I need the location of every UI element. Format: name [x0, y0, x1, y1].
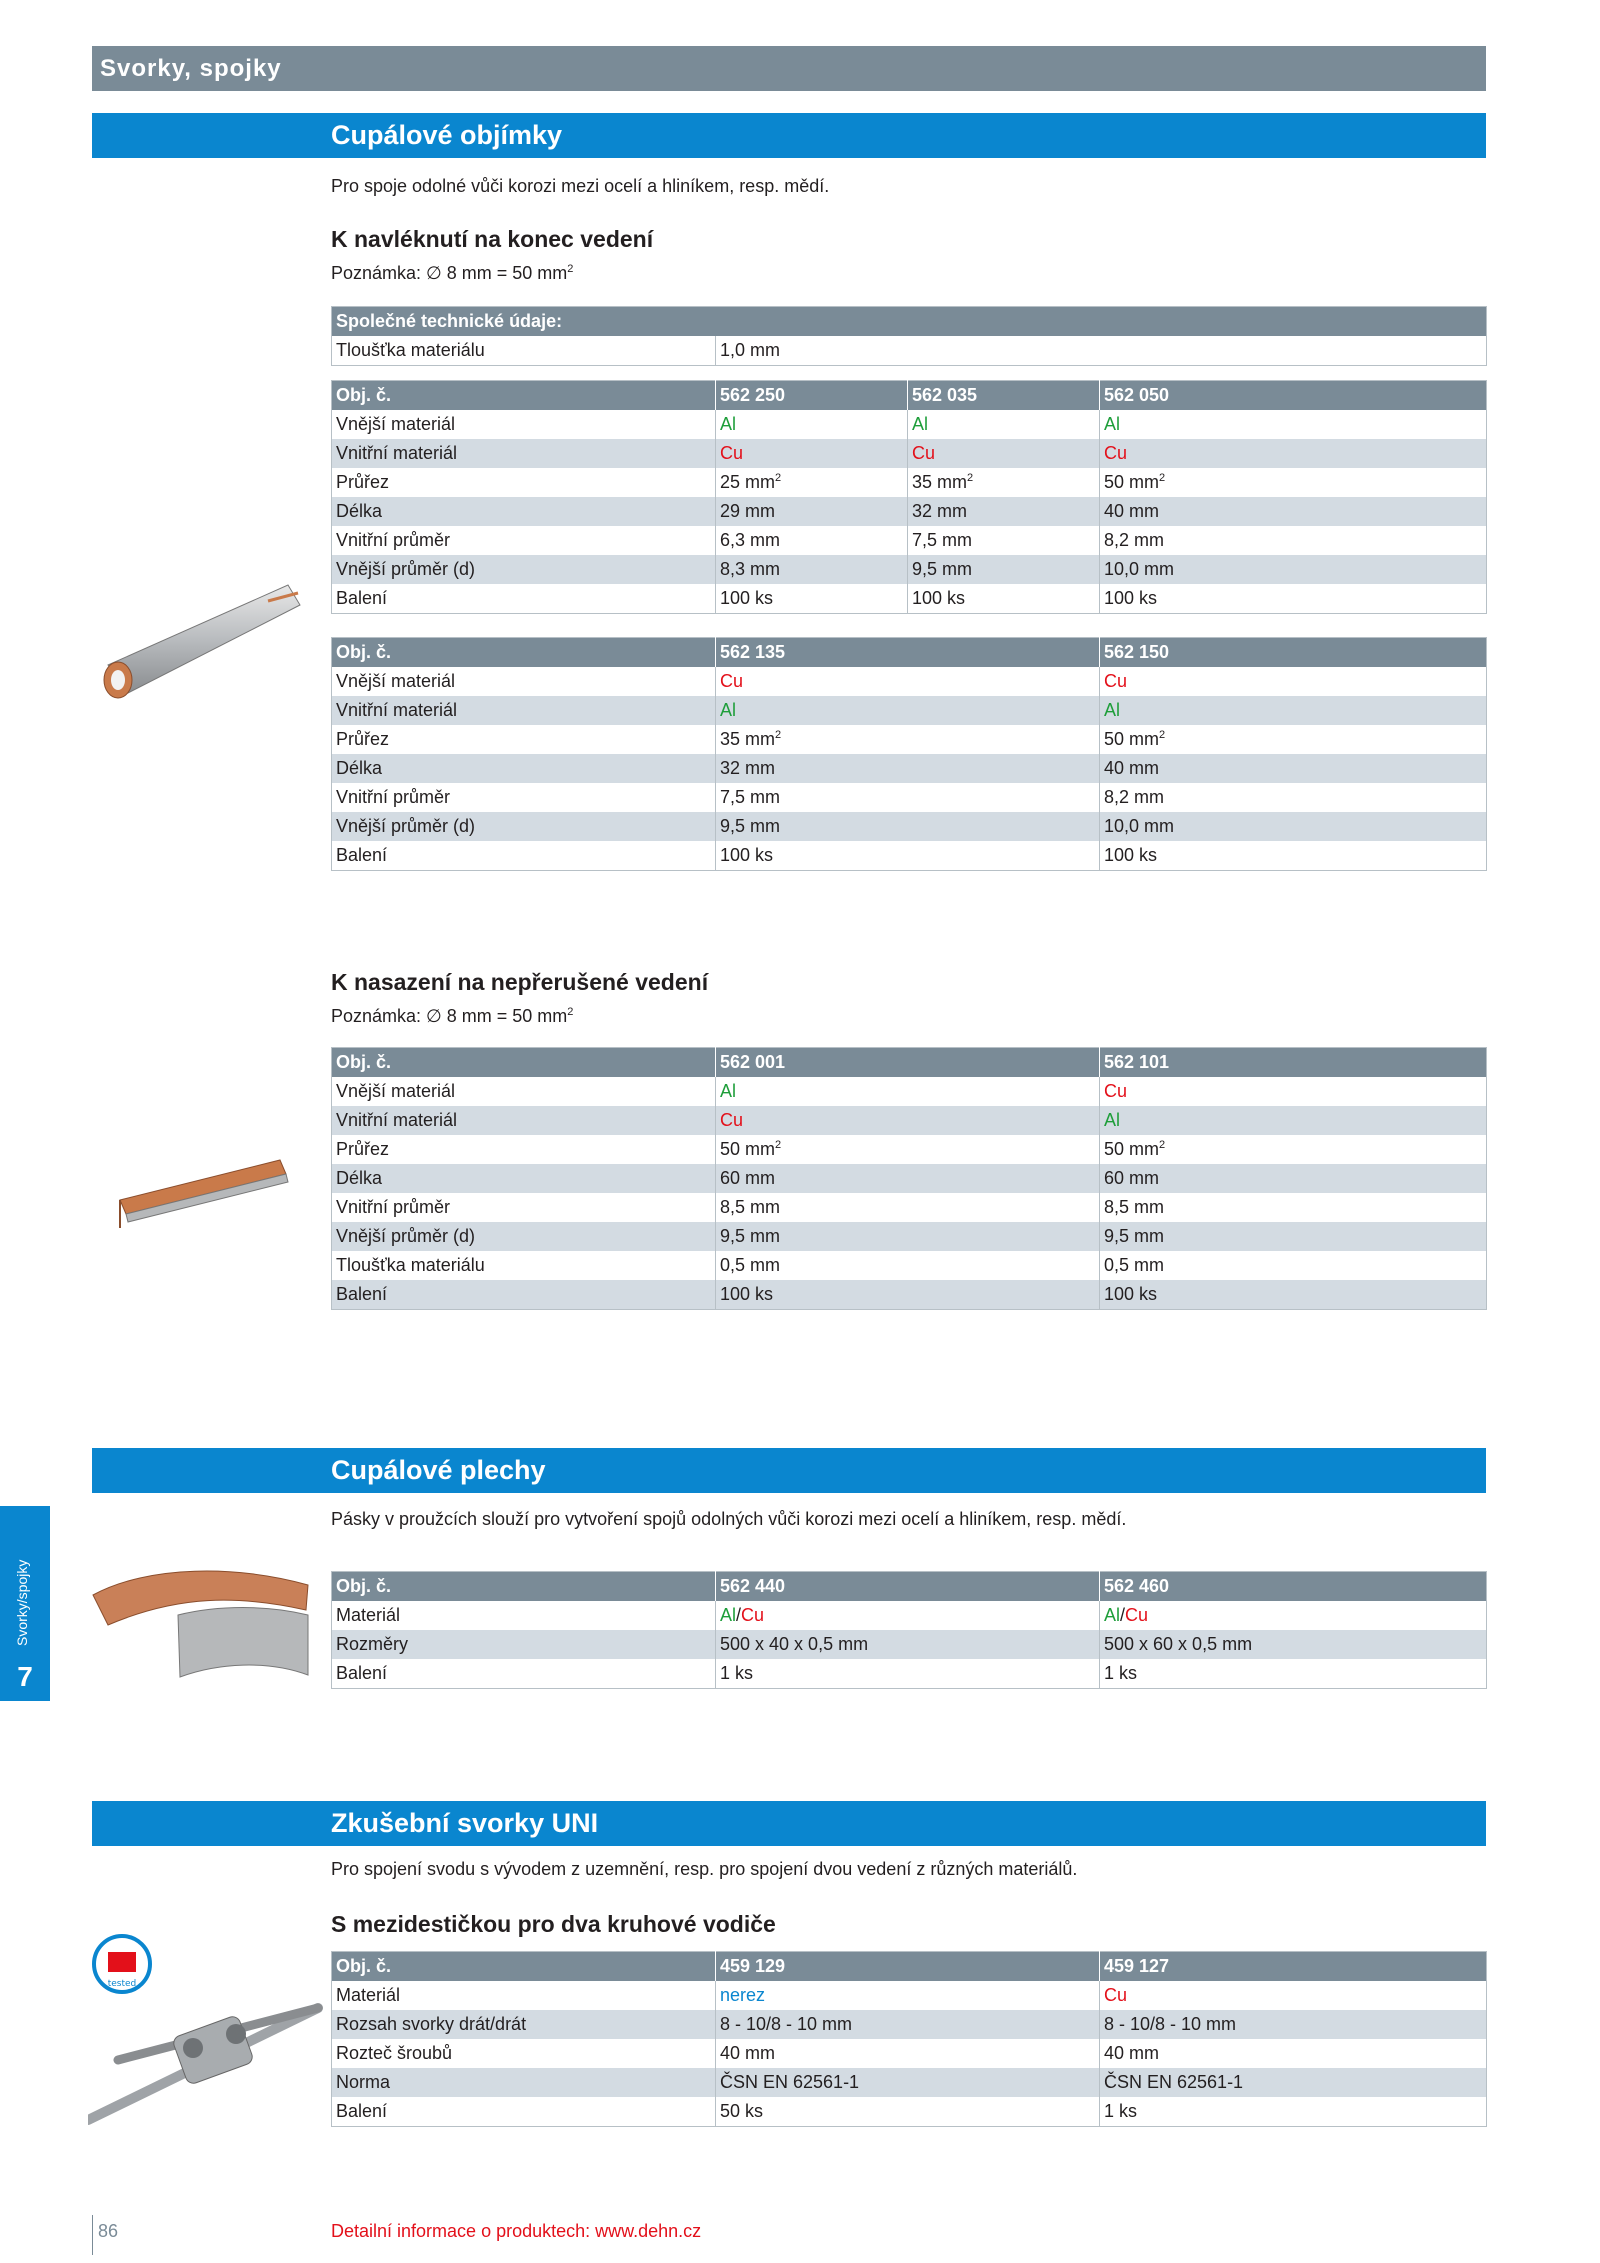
row-label: Balení [332, 2097, 716, 2127]
row-value: Cu [716, 667, 1100, 696]
note: Poznámka: ∅ 8 mm = 50 $mm^2$ [331, 1006, 574, 1026]
table-row [332, 497, 1487, 526]
row-value: 10,0 mm [1100, 812, 1487, 841]
row-value: 9,5 mm [716, 812, 1100, 841]
row-label: Délka [332, 497, 716, 526]
row-value: Cu [1100, 667, 1487, 696]
row-value: 1 ks [716, 1659, 1100, 1689]
table-row [332, 1164, 1487, 1193]
table-header-order-number: 562 440 [716, 1572, 1100, 1602]
row-value: 8,2 mm [1100, 526, 1487, 555]
table-row [332, 1135, 1487, 1164]
table-header-order-number: 562 150 [1100, 638, 1487, 668]
row-value: Cu [1100, 1981, 1487, 2010]
row-value: 50 $mm^2$ [1100, 725, 1487, 754]
row-value: 9,5 mm [716, 1222, 1100, 1251]
row-value: 8,3 mm [716, 555, 908, 584]
table-header-order-number: 562 101 [1100, 1048, 1487, 1078]
row-value: ČSN EN 62561-1 [716, 2068, 1100, 2097]
section-description: Pro spoje odolné vůči korozi mezi ocelí a hliníkem, resp. mědí. [331, 176, 830, 196]
row-value: 8,5 mm [1100, 1193, 1487, 1222]
row-value: 40 mm [1100, 754, 1487, 783]
spec-label: Tloušťka materiálu [332, 336, 716, 366]
row-value: Al [1100, 1106, 1487, 1135]
table-row [332, 754, 1487, 783]
row-label: Vnější průměr (d) [332, 1222, 716, 1251]
table-row [332, 696, 1487, 725]
table-header-order-number: 562 050 [1100, 381, 1487, 411]
row-label: Délka [332, 1164, 716, 1193]
row-value: Cu [1100, 1077, 1487, 1106]
table-row [332, 1222, 1487, 1251]
spec-value: 1,0 mm [716, 336, 1487, 366]
row-value: 50 $mm^2$ [1100, 468, 1487, 497]
row-value: 40 mm [1100, 2039, 1487, 2068]
table-header-label: Obj. č. [332, 1048, 716, 1078]
row-label: Vnitřní materiál [332, 696, 716, 725]
open-sleeve-image [110, 1150, 300, 1240]
table-row [332, 1193, 1487, 1222]
table-row [332, 667, 1487, 696]
row-label: Vnitřní materiál [332, 1106, 716, 1135]
row-value: 9,5 mm [908, 555, 1100, 584]
table-row [332, 555, 1487, 584]
row-value: 50 ks [716, 2097, 1100, 2127]
row-value: 1 ks [1100, 2097, 1487, 2127]
table-row [332, 526, 1487, 555]
row-label: Balení [332, 1659, 716, 1689]
section-description: Pásky v proužcích slouží pro vytvoření spojů odolných vůči korozi mezi ocelí a hliníkem, resp. mědí. [331, 1509, 1127, 1529]
row-value: Al [908, 410, 1100, 439]
row-label: Balení [332, 584, 716, 614]
row-value: 32 mm [908, 497, 1100, 526]
row-value: Cu [908, 439, 1100, 468]
row-value: 500 x 60 x 0,5 mm [1100, 1630, 1487, 1659]
row-value: 29 mm [716, 497, 908, 526]
row-value: nerez [716, 1981, 1100, 2010]
subsection-title: S mezidestičkou pro dva kruhové vodiče [331, 1911, 776, 1937]
row-value: Al [716, 410, 908, 439]
table-row [332, 1077, 1487, 1106]
row-value: Al [716, 696, 1100, 725]
table-row [332, 1280, 1487, 1310]
table-row [332, 468, 1487, 497]
table-row [332, 2010, 1487, 2039]
row-value: 50 $mm^2$ [716, 1135, 1100, 1164]
row-value: 10,0 mm [1100, 555, 1487, 584]
row-value: 0,5 mm [1100, 1251, 1487, 1280]
row-label: Balení [332, 1280, 716, 1310]
table-row [332, 1601, 1487, 1630]
chapter-side-tab [0, 1506, 50, 1701]
strip-image [88, 1565, 318, 1695]
row-label: Rozteč šroubů [332, 2039, 716, 2068]
row-value: 9,5 mm [1100, 1222, 1487, 1251]
table-row [332, 1659, 1487, 1689]
row-value: 1 ks [1100, 1659, 1487, 1689]
table-header-order-number: 459 129 [716, 1952, 1100, 1982]
row-value: Cu [716, 1106, 1100, 1135]
row-label: Vnitřní materiál [332, 439, 716, 468]
footer-divider [92, 2215, 93, 2255]
row-value: 8,2 mm [1100, 783, 1487, 812]
table-row [332, 812, 1487, 841]
row-value: Al [1100, 696, 1487, 725]
row-value: 40 mm [1100, 497, 1487, 526]
svg-text:tested: tested [107, 1979, 137, 1989]
row-value: 50 $mm^2$ [1100, 1135, 1487, 1164]
table-header-label: Obj. č. [332, 1572, 716, 1602]
row-value: 100 ks [716, 841, 1100, 871]
row-label: Průřez [332, 725, 716, 754]
row-label: Vnitřní průměr [332, 526, 716, 555]
row-value: 7,5 mm [716, 783, 1100, 812]
test-clamp-image [88, 1930, 323, 2135]
table-row [332, 1106, 1487, 1135]
table-row [332, 2039, 1487, 2068]
row-value: Cu [716, 439, 908, 468]
table-row [332, 2097, 1487, 2127]
section-title-zkusebni-svorky: Zkušební svorky UNI [92, 1801, 1486, 1846]
product-table-2 [331, 637, 1487, 871]
row-value: 35 $mm^2$ [908, 468, 1100, 497]
row-value: 100 ks [716, 584, 908, 614]
sleeve-clamp-image [88, 575, 318, 730]
row-label: Materiál [332, 1601, 716, 1630]
chapter-title: Svorky, spojky [92, 46, 1486, 91]
row-value: Al [1100, 410, 1487, 439]
table-header-order-number: 562 460 [1100, 1572, 1487, 1602]
section-title-cupalove-plechy: Cupálové plechy [92, 1448, 1486, 1493]
row-label: Rozměry [332, 1630, 716, 1659]
table-header-label: Obj. č. [332, 638, 716, 668]
table-header-label: Obj. č. [332, 381, 716, 411]
footer-info: Detailní informace o produktech: www.dehn.cz [331, 2221, 702, 2241]
row-label: Průřez [332, 1135, 716, 1164]
row-value: 35 $mm^2$ [716, 725, 1100, 754]
row-value: Al/Cu [1100, 1601, 1487, 1630]
table-row [332, 1251, 1487, 1280]
row-label: Vnější průměr (d) [332, 812, 716, 841]
row-value: Al/Cu [716, 1601, 1100, 1630]
side-tab-label: Svorky/spojky [14, 1559, 30, 1646]
row-value: 32 mm [716, 754, 1100, 783]
row-label: Vnější průměr (d) [332, 555, 716, 584]
table-row [332, 841, 1487, 871]
row-label: Délka [332, 754, 716, 783]
row-value: Al [716, 1077, 1100, 1106]
row-value: Cu [1100, 439, 1487, 468]
row-value: ČSN EN 62561-1 [1100, 2068, 1487, 2097]
row-value: 500 x 40 x 0,5 mm [716, 1630, 1100, 1659]
table-header-order-number: 562 250 [716, 381, 908, 411]
side-tab-number: 7 [17, 1661, 33, 1692]
row-label: Vnější materiál [332, 410, 716, 439]
table-header-order-number: 562 035 [908, 381, 1100, 411]
row-value: 8 - 10/8 - 10 mm [716, 2010, 1100, 2039]
row-label: Vnější materiál [332, 1077, 716, 1106]
page-number: 86 [98, 2221, 119, 2241]
row-value: 0,5 mm [716, 1251, 1100, 1280]
row-value: 40 mm [716, 2039, 1100, 2068]
table-row [332, 2068, 1487, 2097]
subsection-title: K navléknutí na konec vedení [331, 226, 654, 252]
product-table-3 [331, 1047, 1487, 1310]
row-label: Průřez [332, 468, 716, 497]
table-row [332, 584, 1487, 614]
row-label: Vnější materiál [332, 667, 716, 696]
row-value: 25 $mm^2$ [716, 468, 908, 497]
table-header-order-number: 562 001 [716, 1048, 1100, 1078]
note: Poznámka: ∅ 8 mm = 50 $mm^2$ [331, 263, 574, 283]
product-table-4 [331, 1571, 1487, 1689]
row-label: Norma [332, 2068, 716, 2097]
row-label: Balení [332, 841, 716, 871]
row-label: Tloušťka materiálu [332, 1251, 716, 1280]
row-value: 100 ks [1100, 841, 1487, 871]
row-value: 100 ks [1100, 1280, 1487, 1310]
row-value: 8 - 10/8 - 10 mm [1100, 2010, 1487, 2039]
row-label: Vnitřní průměr [332, 1193, 716, 1222]
product-table-1 [331, 380, 1487, 614]
row-label: Rozsah svorky drát/drát [332, 2010, 716, 2039]
row-value: 6,3 mm [716, 526, 908, 555]
table-row [332, 410, 1487, 439]
table-header-order-number: 562 135 [716, 638, 1100, 668]
product-table-5 [331, 1951, 1487, 2127]
section-title-cupalove-objimky: Cupálové objímky [92, 113, 1486, 158]
row-value: 100 ks [1100, 584, 1487, 614]
row-label: Materiál [332, 1981, 716, 2010]
row-value: 60 mm [716, 1164, 1100, 1193]
row-value: 100 ks [716, 1280, 1100, 1310]
table-row [332, 439, 1487, 468]
subsection-title: K nasazení na nepřerušené vedení [331, 969, 709, 995]
table-row [332, 1630, 1487, 1659]
row-value: 8,5 mm [716, 1193, 1100, 1222]
common-specs-table [331, 306, 1487, 366]
row-value: 7,5 mm [908, 526, 1100, 555]
table-row [332, 783, 1487, 812]
row-label: Vnitřní průměr [332, 783, 716, 812]
table-header-order-number: 459 127 [1100, 1952, 1487, 1982]
row-value: 100 ks [908, 584, 1100, 614]
table-row [332, 1981, 1487, 2010]
row-value: 60 mm [1100, 1164, 1487, 1193]
table-row [332, 725, 1487, 754]
section-description: Pro spojení svodu s vývodem z uzemnění, resp. pro spojení dvou vedení z různých materiálů. [331, 1859, 1078, 1879]
common-specs-header: Společné technické údaje: [332, 307, 1487, 337]
table-header-label: Obj. č. [332, 1952, 716, 1982]
